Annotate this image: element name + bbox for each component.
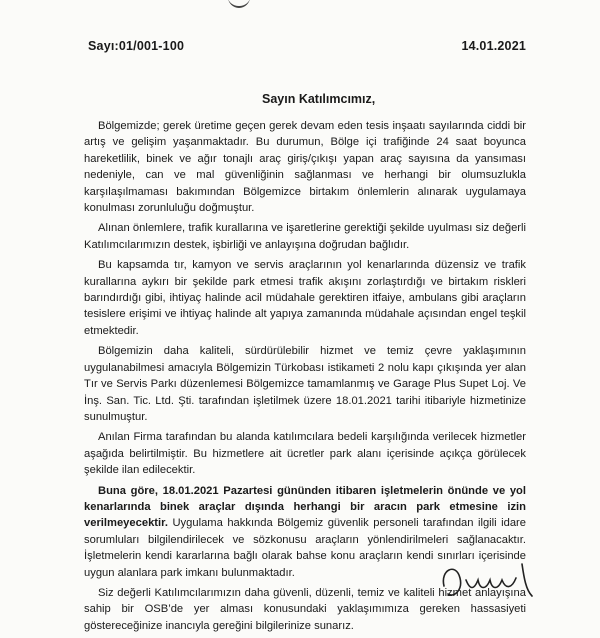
salutation: Sayın Katılımcımız, bbox=[262, 92, 376, 106]
letter-header bbox=[88, 39, 526, 53]
paragraph-1: Bölgemizde; gerek üretime geçen gerek devam eden tesis inşaatı sayılarında ciddi bir artış ve gelişim yaşanmaktadır. Bu durumun, Bölge içi trafiğinde 24 saat boyunca hareketlilik, binek ve ağır tonajlı araç giriş/çıkışı yapan araç sayısına da yansıması nedeniyle, can ve mal güvenliğinin sağlanması ve herhangi bir olumsuzlukla karşılaşılmaması bakımından Bölgemizce birtakım önlemlerin alınarak uygulamaya konulması zorunluluğu doğmuştur. bbox=[84, 120, 526, 215]
letter-date: 14.01.2021 bbox=[461, 39, 526, 53]
closing-paragraph: Siz değerli Katılımcılarımızın daha güvenli, düzenli, temiz ve kaliteli hizmet anlayışına sahip bir OSB’de yer alması konusundaki yaklaşımımıza gereken hassasiyeti göstereceğinize inancıyla gereğini bilgilerinize sunarız. bbox=[84, 586, 526, 632]
signature bbox=[436, 556, 546, 602]
paragraph-5: Anılan Firma tarafından bu alanda katılımcılara bedeli karşılığında verilecek hizmetler aşağıda belirtilmiştir. Bu hizmetlere ait ücretler park alanı içerisinde açıkça görülecek şekilde ilan edilecektir. bbox=[84, 431, 526, 477]
reference-number: Sayı:01/001-100 bbox=[88, 39, 185, 53]
bold-notice: Buna göre, 18.01.2021 Pazartesi gününden itibaren işletmelerin önünde ve yol kenarlarında binek araçlar dışında herhangi bir aracın park etmesine izin verilmeyecektir. bbox=[84, 484, 526, 530]
notice-continuation: Uygulama hakkında Bölgemiz güvenlik personeli tarafından ilgili idare sorumluları bilgilendirilecek ve sözkonusu araçların yönlendirilmeleri sağlanacaktır. İşletmelerin kendi kararlarına bağlı olarak bahse konu araçların kendi sınırları içerisinde uygun alanlara park imkanı bulunmaktadır. bbox=[84, 517, 526, 579]
paragraph-2: Alınan önlemlere, trafik kurallarına ve işaretlerine gerektiği şekilde uyulması siz değerli Katılımcılarımızın destek, işbirliği ve anlayışına doğrudan bağlıdır. bbox=[84, 222, 526, 251]
paragraph-4: Bölgemizin daha kaliteli, sürdürülebilir hizmet ve temiz çevre yaklaşımının uygulanabilmesi amacıyla Bölgemizin Türkobası istikameti 2 nolu kapı çıkışında yer alan Tır ve Servis Parkı düzenlemesi Bölgemizce tamamlanmış ve Garage Plus Supet Loj. Ve İnş. San. Tic. Ltd. Şti. tarafından işletilmek üzere 18.01.2021 tarihi itibariyle hizmetinize sunulmuştur. bbox=[84, 345, 526, 423]
seal-fragment bbox=[228, 0, 250, 8]
paragraph-3: Bu kapsamda tır, kamyon ve servis araçlarının yol kenarlarında düzensiz ve trafik kurallarına aykırı bir şekilde park etmesi trafik akışını zorlaştırdığı ve birtakım riskleri barındırdığı gibi, ihtiyaç halinde acil müdahale gerektiren itfaiye, ambulans gibi araçların tesislere erişimi ve ihtiyaç halinde alt yapıya zamanında müdahale açısından engel teşkil etmektedir. bbox=[84, 259, 526, 337]
